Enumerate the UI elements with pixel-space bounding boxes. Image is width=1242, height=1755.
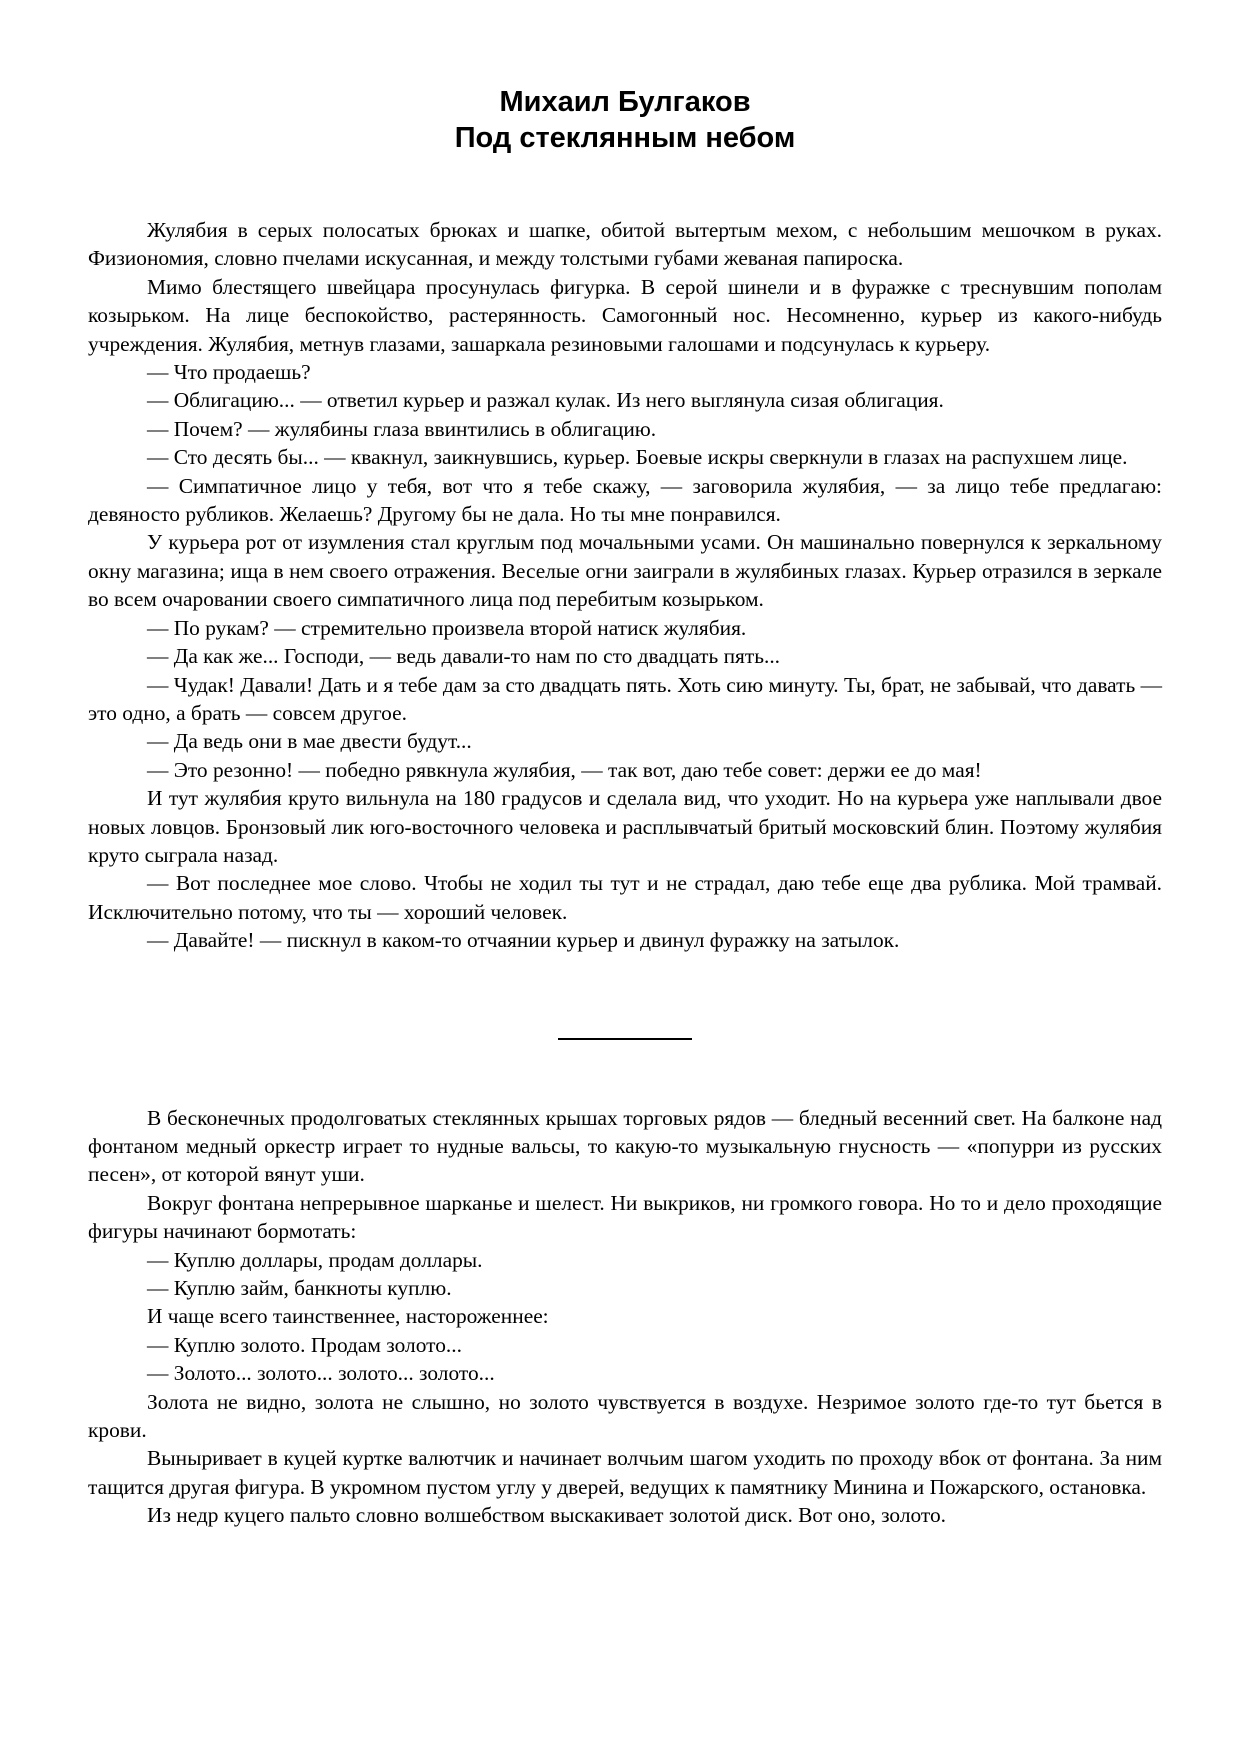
paragraph: Мимо блестящего швейцара просунулась фигурка. В серой шинели и в фуражке с треснувшим пополам козырьком. На лице беспокойство, растерянность. Самогонный нос. Несомненно, курьер из какого-нибудь учреждения. Жулябия, метнув глазами, зашаркала резиновыми галошами и подсунулась к курьеру. [88,274,1162,356]
story-title: Под стеклянным небом [454,122,796,154]
paragraph: — Облигацию... — ответил курьер и разжал кулак. Из него выглянула сизая облигация. [147,388,944,413]
paragraph: — Почем? — жулябины глаза ввинтились в облигацию. [147,416,657,441]
paragraph: — Сто десять бы... — квакнул, заикнувшись, курьер. Боевые искры сверкнули в глазах на распухшем лице. [147,445,1128,470]
paragraph: — Вот последнее мое слово. Чтобы не ходил ты тут и не страдал, даю тебе еще два рублика. Мой трамвай. Исключительно потому, что ты — хороший человек. [88,871,1162,924]
paragraph: Из недр куцего пальто словно волшебством выскакивает золотой диск. Вот оно, золото. [147,1503,947,1528]
paragraph: — Это резонно! — победно рявкнула жулябия, — так вот, даю тебе совет: держи ее до мая! [147,757,982,782]
paragraph: — Куплю золото. Продам золото... [147,1332,462,1357]
author-name: Михаил Булгаков [499,86,751,118]
paragraph: И тут жулябия круто вильнула на 180 градусов и сделала вид, что уходит. Но на курьера уже наплывали двое новых ловцов. Бронзовый лик юго-восточного человека и расплывчатый бритый московский блин. Поэтому жулябия круто сыграла назад. [88,786,1162,867]
paragraph: — Давайте! — пискнул в каком-то отчаянии курьер и двинул фуражку на затылок. [147,928,900,953]
paragraph: У курьера рот от изумления стал круглым под мочальными усами. Он машинально повернулся к зеркальному окну магазина; ища в нем своего отражения. Веселые огни заиграли в жулябиных глазах. Курьер отразился в зеркале во всем очаровании своего симпатичного лица под перебитым козырьком. [88,530,1162,612]
paragraph: — Куплю займ, банкноты куплю. [147,1276,452,1300]
paragraph: — Что продаешь? [147,360,311,385]
paragraph: — Да ведь они в мае двести будут... [147,729,472,754]
paragraph: — Золото... золото... золото... золото... [147,1361,495,1386]
text-section-2 [88,1104,1162,1530]
paragraph: — Да как же... Господи, — ведь давали-то нам по сто двадцать пять... [147,644,781,669]
paragraph: И чаще всего таинственнее, настороженнее: [147,1304,549,1329]
document-header [88,84,1162,156]
section-divider-area [88,955,1162,1070]
paragraph: — Симпатичное лицо у тебя, вот что я тебе скажу, — заговорила жулябия, — за лицо тебе предлагаю: девяносто рубликов. Желаешь? Другому бы не дала. Но ты мне понравился. [88,473,1162,527]
paragraph: — Чудак! Давали! Дать и я тебе дам за сто двадцать пять. Хоть сию минуту. Ты, брат, не забывай, что давать — это одно, а брать — совсем другое. [88,672,1162,725]
document-page [88,84,1162,1530]
paragraph: — Куплю доллары, продам доллары. [147,1247,483,1272]
paragraph: — По рукам? — стремительно произвела второй натиск жулябия. [147,615,747,640]
paragraph: Золота не видно, золота не слышно, но золото чувствуется в воздухе. Незримое золото где-то тут бьется в крови. [88,1389,1162,1443]
paragraph: Жулябия в серых полосатых брюках и шапке, обитой вытертым мехом, с небольшим мешочком в руках. Физиономия, словно пчелами искусанная, и между толстыми губами жеваная папироска. [88,218,1162,271]
paragraph: Вокруг фонтана непрерывное шарканье и шелест. Ни выкриков, ни громкого говора. Но то и дело проходящие фигуры начинают бормотать: [88,1190,1162,1244]
section-divider [558,1038,692,1040]
paragraph: В бесконечных продолговатых стеклянных крышах торговых рядов — бледный весенний свет. На балконе над фонтаном медный оркестр играет то нудные вальсы, то какую-то музыкальную гнусность — «попурри из русских песен», от которой вянут уши. [88,1105,1162,1187]
paragraph: Выныривает в куцей куртке валютчик и начинает волчьим шагом уходить по проходу вбок от фонтана. За ним тащится другая фигура. В укромном пустом углу у дверей, ведущих к памятнику Минина и Пожарского, остановка. [88,1446,1162,1499]
text-section-1 [88,216,1162,955]
